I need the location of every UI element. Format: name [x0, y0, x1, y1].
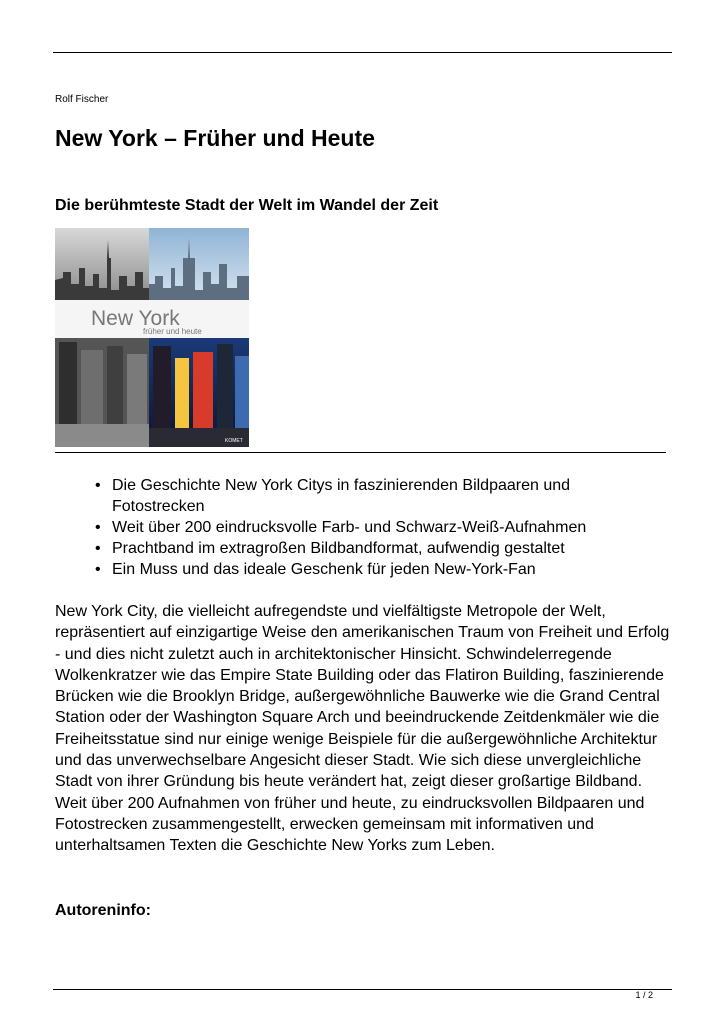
page-title: New York – Früher und Heute [55, 125, 375, 151]
list-item: • Weit über 200 eindrucksvolle Farb- und Schwarz-Weiß-Aufnahmen [95, 517, 655, 538]
feature-list [95, 475, 655, 580]
list-item: • Prachtband im extragroßen Bildbandformat, aufwendig gestaltet [95, 538, 655, 559]
description-paragraph: New York City, die vielleicht aufregendste und vielfältigste Metropole der Welt, repräsentiert auf einzigartige Weise den amerikanischen Traum von Freiheit und Erfolg - und dies nicht zuletzt auch in architektonischer Hinsicht. Schwindelerregende Wolkenkratzer wie das Empire State Building oder das Flatiron Building, faszinierende Brücken wie die Brooklyn Bridge, außergewöhnliche Bauwerke wie die Grand Central Station oder der Washington Square Arch und beeindruckende Zeitdenkmäler wie die Freiheitsstatue sind nur einige wenige Beispiele für die außergewöhnliche Architektur und das unverwechselbare Angesicht dieser Stadt. Wie sich diese unvergleichliche Stadt von ihrer Gründung bis heute verändert hat, zeigt dieser großartige Bildband. Weit über 200 Aufnahmen von früher und heute, zu eindrucksvollen Bildpaaren und Fotostrecken zusammengestellt, erwecken gemeinsam mit informativen und unterhaltsamen Texten die Geschichte New Yorks zum Leben. [55, 603, 670, 855]
page-number: 1 / 2 [635, 990, 653, 1000]
book-cover-image [55, 228, 249, 447]
footer-rule [53, 989, 672, 990]
image-divider [55, 452, 666, 453]
author-name: Rolf Fischer [55, 94, 109, 105]
cover-title: New York [91, 307, 180, 330]
page-subtitle: Die berühmteste Stadt der Welt im Wandel der Zeit [55, 197, 439, 214]
list-item: • Die Geschichte New York Citys in faszinierenden Bildpaaren und Fotostrecken [95, 475, 655, 517]
list-item: • Ein Muss und das ideale Geschenk für jeden New-York-Fan [95, 559, 655, 580]
header-rule [53, 52, 672, 53]
cover-subtitle: früher und heute [143, 327, 202, 336]
cover-publisher: KOMET [225, 438, 243, 444]
author-info-heading: Autoreninfo: [55, 902, 151, 919]
